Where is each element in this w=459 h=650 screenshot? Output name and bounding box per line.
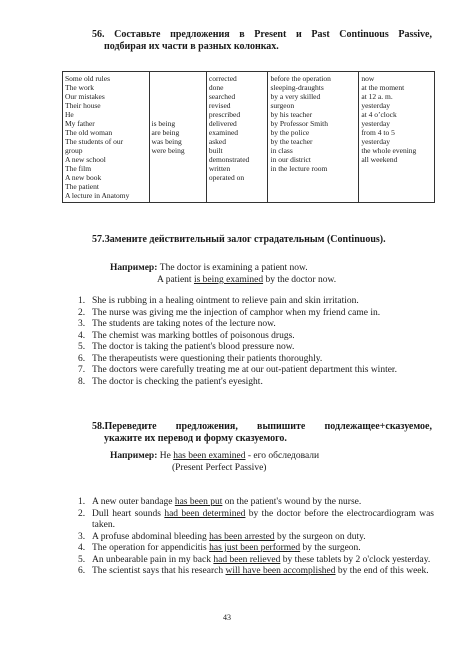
sentence-item <box>78 342 434 354</box>
sentence-pre: The scientist says that his research <box>92 566 226 576</box>
sentence-number: 6. <box>78 353 86 364</box>
table-cell-line: yesterday <box>361 137 391 146</box>
sentence-parts-table <box>62 71 435 203</box>
table-cell-line: by the police <box>270 128 310 137</box>
example-label: Например: <box>110 263 158 273</box>
sentence-predicate: had been determined <box>164 508 246 519</box>
table-cell-line: The old woman <box>65 128 113 137</box>
sentence-pre: The operation for appendicitis <box>92 543 210 553</box>
table-cell-line: Their house <box>65 101 101 110</box>
exercise-57-title-text: 57.Замените действительный залог страдательным (Continuous). <box>92 234 386 245</box>
page-number: 43 <box>223 613 231 622</box>
exercise-57-example <box>110 262 336 286</box>
sentence-text: The therapeutists were questioning their patients thoroughly. <box>92 353 323 364</box>
table-cell-line: My father <box>65 119 95 128</box>
table-cell-line: written <box>208 164 231 173</box>
sentence-pre: A new outer bandage <box>92 497 175 507</box>
exercise-58-title-line2: укажите их перевод и форму сказуемого. <box>104 433 287 444</box>
table-cell-line: at the moment <box>361 83 405 92</box>
table-cell-line: The work <box>65 83 94 92</box>
sentence-item <box>78 319 434 331</box>
example-note: (Present Perfect Passive) <box>172 463 267 473</box>
sentence-text: The doctors were carefully treating me at our out-patient department this winter. <box>92 365 397 375</box>
table-cell-line: Our mistakes <box>65 92 105 101</box>
sentence-pre: Dull heart sounds <box>92 508 165 519</box>
participle-column <box>206 72 268 203</box>
table-cell-line: Some old rules <box>65 74 110 83</box>
sentence-number: 8. <box>78 376 86 387</box>
example-label: Например: <box>110 451 158 461</box>
table-cell-line: operated on <box>208 173 245 182</box>
sentence-number: 4. <box>78 543 86 553</box>
sentence-pre: A profuse abdominal bleeding <box>92 531 210 542</box>
sentence-text: The doctor is checking the patient's eyesight. <box>92 376 263 387</box>
sentence-number: 6. <box>78 566 86 576</box>
table-cell-line: by the teacher <box>270 137 313 146</box>
sentence-predicate: has been put <box>174 497 223 507</box>
exercise-56-title-line2: подбирая их части в разных колонках. <box>104 41 279 52</box>
table-cell-line: examined <box>208 128 239 137</box>
table-cell-line: in class <box>270 146 293 155</box>
table-cell-line: before the operation <box>270 74 331 83</box>
table-cell-line: at 4 o’clock <box>361 110 397 119</box>
sentence-post: by the end of this week. <box>335 566 429 576</box>
table-cell-line: now <box>361 74 375 83</box>
table-cell-line: prescribed <box>208 110 241 119</box>
table-cell-line: A new book <box>65 173 102 182</box>
sentence-post: by the surgeon. <box>300 543 361 553</box>
example-passive-underlined: is being examined <box>193 275 264 285</box>
table-cell-line: at 12 a. m. <box>361 92 393 101</box>
sentence-number: 2. <box>78 307 86 318</box>
sentence-predicate: has just been performed <box>209 543 301 553</box>
sentence-item <box>78 354 434 366</box>
sentence-post: by these tablets by 2 o'clock yesterday. <box>280 554 431 565</box>
sentence-item <box>78 543 434 555</box>
sentence-text: She is rubbing in a healing ointment to relieve pain and skin irritation. <box>92 296 359 306</box>
sentence-number: 2. <box>78 508 86 519</box>
table-cell-line: He <box>65 110 74 119</box>
exercise-58-sentences <box>78 497 434 578</box>
example-pre: He <box>159 451 174 461</box>
exercise-58-title-line1: 58.Переведите предложения, выпишите подлежащее+сказуемое, <box>92 421 432 432</box>
sentence-number: 3. <box>78 531 86 542</box>
sentence-number: 3. <box>78 319 86 329</box>
table-cell-line: were being <box>151 146 185 155</box>
sentence-number: 4. <box>78 330 86 341</box>
example-post: - его обследовали <box>245 451 320 461</box>
table-cell-line: group <box>65 146 83 155</box>
sentence-item <box>78 566 434 578</box>
subjects-column <box>63 72 150 203</box>
table-cell-line: from 4 to 5 <box>361 128 395 137</box>
table-cell-line: by his teacher <box>270 110 313 119</box>
sentence-item <box>78 308 434 320</box>
time-column <box>359 72 435 203</box>
sentence-post: by the doctor before the electrocardiogram was taken. <box>92 508 434 530</box>
sentence-text: The chemist was marking bottles of poisonous drugs. <box>92 330 295 341</box>
sentence-number: 1. <box>78 296 86 306</box>
sentence-predicate: will have been accomplished <box>225 566 336 576</box>
sentence-item <box>78 365 434 377</box>
table-cell-line: searched <box>208 92 236 101</box>
table-cell-line: is being <box>151 119 176 128</box>
table-cell-line: done <box>208 83 224 92</box>
sentence-item <box>78 377 434 389</box>
sentence-number: 5. <box>78 342 86 352</box>
table-cell-line: built <box>208 146 223 155</box>
sentence-post: on the patient's wound by the nurse. <box>222 497 362 507</box>
table-cell-line: A new school <box>65 155 106 164</box>
exercise-56-title <box>92 29 432 53</box>
sentence-predicate: has been arrested <box>209 531 275 542</box>
sentence-item <box>78 296 434 308</box>
table-cell-line: sleeping-draughts <box>270 83 324 92</box>
example-passive-post: by the doctor now. <box>263 275 337 285</box>
table-cell-line: delivered <box>208 119 237 128</box>
sentence-pre: An unbearable pain in my back <box>92 554 214 565</box>
agent-column <box>268 72 359 203</box>
example-passive-pre: A patient <box>157 275 194 285</box>
sentence-text: The students are taking notes of the lecture now. <box>92 319 276 329</box>
table-cell-line: surgeon <box>270 101 295 110</box>
sentence-number: 5. <box>78 554 86 565</box>
table-cell-line: yesterday <box>361 119 391 128</box>
table-cell-line: The film <box>65 164 92 173</box>
sentence-number: 7. <box>78 365 86 375</box>
exercise-56-title-line1: 56. Составьте предложения в Present и Past Continuous Passive, <box>92 29 432 40</box>
sentence-item <box>78 509 434 532</box>
sentence-number: 1. <box>78 497 86 507</box>
table-cell-line: the whole evening <box>361 146 417 155</box>
sentence-item <box>78 555 434 567</box>
sentence-post: by the surgeon on duty. <box>274 531 366 542</box>
table-cell-line: all weekend <box>361 155 398 164</box>
table-cell-line: by a very skilled <box>270 92 321 101</box>
table-cell-line: by Professor Smith <box>270 119 328 128</box>
table-cell-line: The students of our <box>65 137 124 146</box>
exercise-58-title <box>92 421 432 445</box>
sentence-item <box>78 497 434 509</box>
auxiliary-column <box>149 72 206 203</box>
table-cell-line: in the lecture room <box>270 164 328 173</box>
sentence-text: The doctor is taking the patient's blood pressure now. <box>92 342 295 352</box>
sentence-item <box>78 532 434 544</box>
table-cell-line: yesterday <box>361 101 391 110</box>
table-cell-line: are being <box>151 128 180 137</box>
table-cell-line: in our district <box>270 155 311 164</box>
table-cell-line: demonstrated <box>208 155 250 164</box>
sentence-item <box>78 331 434 343</box>
table-cell-line: corrected <box>208 74 237 83</box>
sentence-predicate: had been relieved <box>213 554 281 565</box>
table-cell-line: A lecture in Anatomy <box>65 191 130 200</box>
sentence-text: The nurse was giving me the injection of camphor when my friend came in. <box>92 307 381 318</box>
exercise-57-title <box>92 234 432 246</box>
table-cell-line: revised <box>208 101 231 110</box>
table-cell-line: was being <box>151 137 182 146</box>
example-active: The doctor is examining a patient now. <box>159 263 308 273</box>
table-cell-line: asked <box>208 137 226 146</box>
example-underlined: has been examined <box>173 451 246 461</box>
exercise-58-example <box>110 450 319 474</box>
table-cell-line: The patient <box>65 182 99 191</box>
exercise-57-sentences <box>78 296 434 388</box>
